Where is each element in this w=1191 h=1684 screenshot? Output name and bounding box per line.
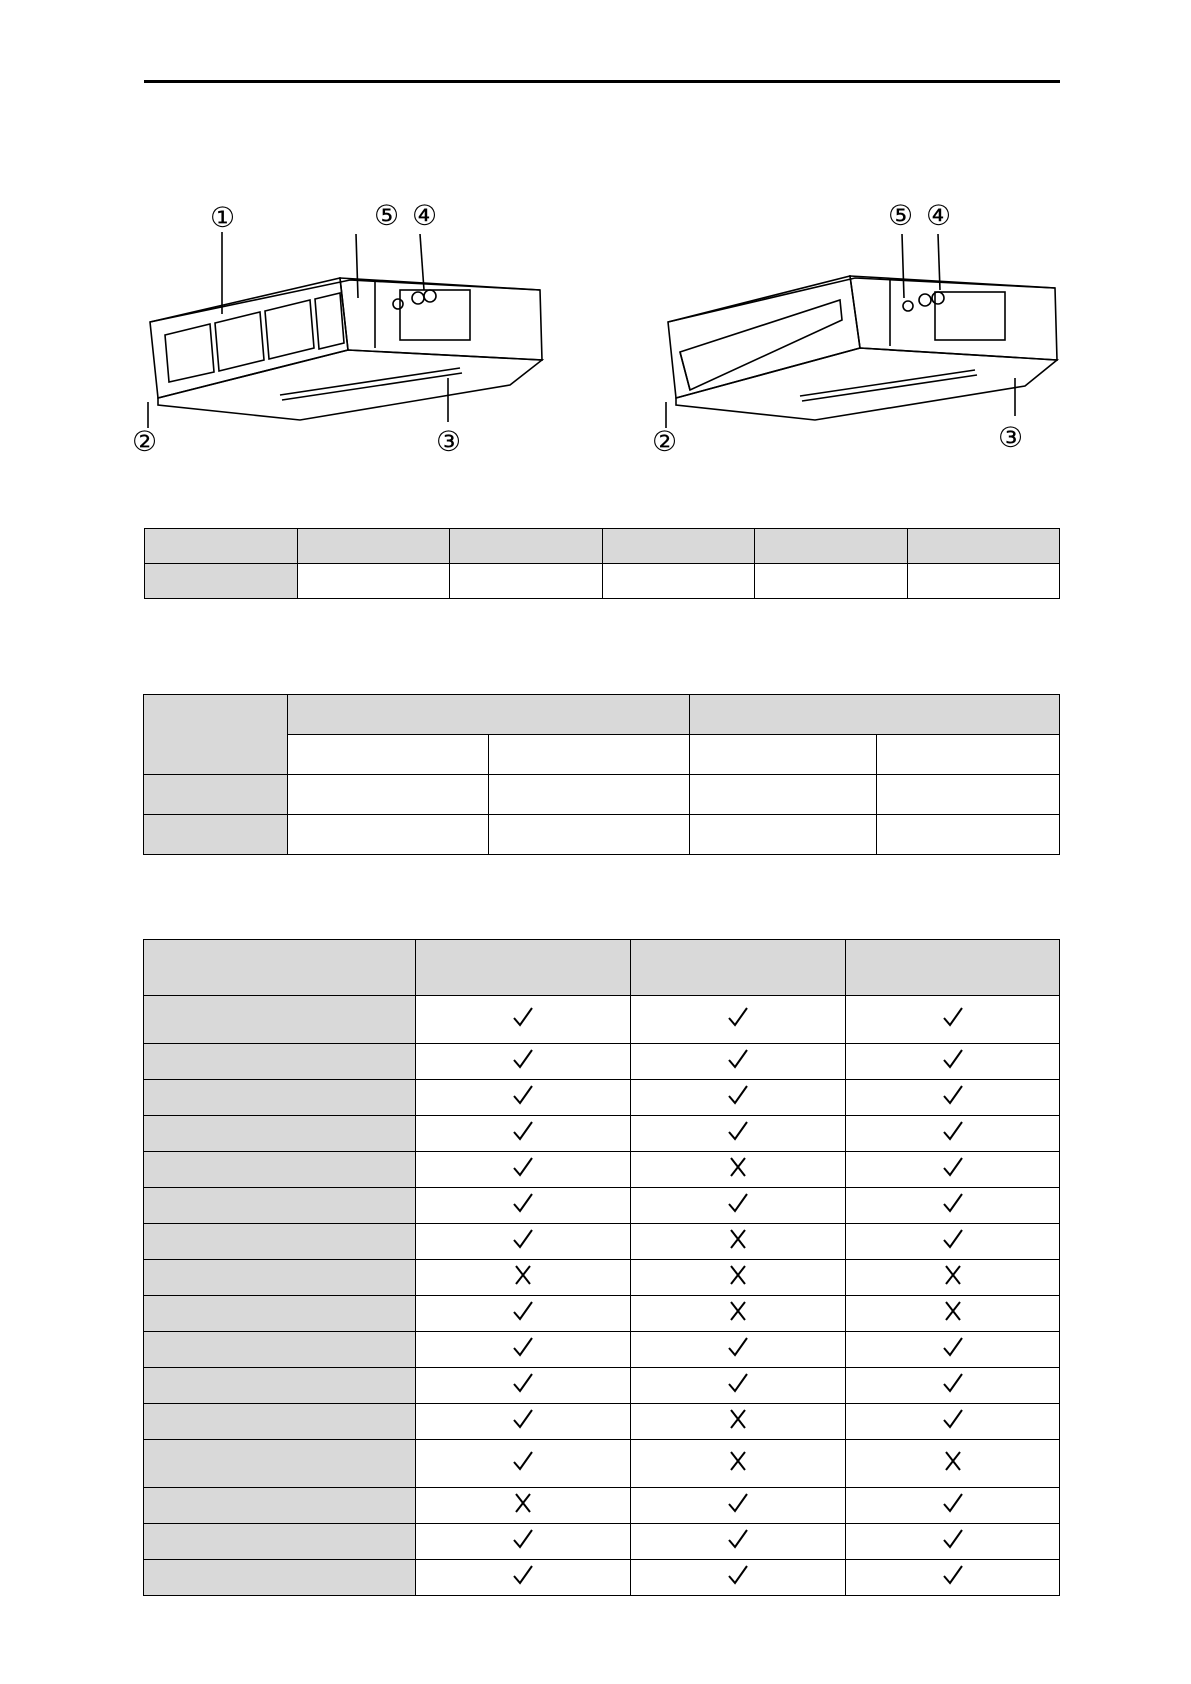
check-icon: [511, 1119, 535, 1143]
cross-icon: [726, 1155, 750, 1179]
row-label: [144, 1440, 416, 1488]
check-icon: [726, 1527, 750, 1551]
unit-diagram-filter: [130, 199, 580, 495]
mark-cell: [416, 1296, 631, 1332]
callout-4: ④: [926, 199, 952, 232]
mark-cell: [416, 1524, 631, 1560]
table-cell: [450, 564, 602, 599]
table-row: [145, 529, 1060, 564]
row-label: [144, 1152, 416, 1188]
cross-icon: [941, 1449, 965, 1473]
mark-cell: [631, 996, 846, 1044]
mark-cell: [631, 1116, 846, 1152]
table-row: [144, 1404, 1060, 1440]
feature-table: [143, 939, 1060, 1596]
check-icon: [511, 1527, 535, 1551]
table-row: [144, 1296, 1060, 1332]
mark-cell: [416, 1116, 631, 1152]
table-cell: [755, 529, 907, 564]
column-header: [416, 940, 631, 996]
row-label: [144, 1524, 416, 1560]
callout-5: ⑤: [374, 199, 400, 232]
mark-cell: [416, 1260, 631, 1296]
row-label: [144, 1044, 416, 1080]
check-icon: [511, 1227, 535, 1251]
check-icon: [726, 1335, 750, 1359]
table-cell: [602, 529, 754, 564]
table-cell: [690, 815, 877, 855]
table-cell: [907, 529, 1059, 564]
mark-cell: [846, 1116, 1060, 1152]
subheader: [877, 735, 1060, 775]
mark-cell: [846, 1488, 1060, 1524]
mark-cell: [846, 1296, 1060, 1332]
table-row: [144, 775, 1060, 815]
check-icon: [511, 1407, 535, 1431]
mark-cell: [631, 1296, 846, 1332]
cross-icon: [511, 1263, 535, 1287]
cross-icon: [941, 1263, 965, 1287]
table-row: [144, 695, 1060, 735]
mark-cell: [631, 1440, 846, 1488]
mark-cell: [846, 1080, 1060, 1116]
check-icon: [941, 1047, 965, 1071]
check-icon: [941, 1407, 965, 1431]
table-cell: [288, 815, 489, 855]
table-row: [144, 1080, 1060, 1116]
table-row: [144, 1524, 1060, 1560]
parts-table: [144, 528, 1060, 599]
unit-diagram-open: [650, 199, 1080, 495]
check-icon: [726, 1563, 750, 1587]
check-icon: [726, 1371, 750, 1395]
check-icon: [511, 1449, 535, 1473]
mark-cell: [631, 1224, 846, 1260]
mark-cell: [846, 1440, 1060, 1488]
column-header: [846, 940, 1060, 996]
table-cell: [877, 775, 1060, 815]
mark-cell: [416, 996, 631, 1044]
table-row: [144, 1368, 1060, 1404]
check-icon: [941, 1119, 965, 1143]
mark-cell: [631, 1560, 846, 1596]
cross-icon: [726, 1263, 750, 1287]
mark-cell: [416, 1332, 631, 1368]
column-header: [144, 940, 416, 996]
cross-icon: [511, 1491, 535, 1515]
header-group: [690, 695, 1060, 735]
callout-4: ④: [412, 199, 438, 232]
table-row: [144, 1332, 1060, 1368]
mark-cell: [416, 1080, 631, 1116]
row-label: [144, 1260, 416, 1296]
row-label: [144, 1224, 416, 1260]
check-icon: [941, 1335, 965, 1359]
check-icon: [511, 1047, 535, 1071]
mark-cell: [846, 1368, 1060, 1404]
mark-cell: [631, 1332, 846, 1368]
mark-cell: [416, 1560, 631, 1596]
mark-cell: [631, 1152, 846, 1188]
mark-cell: [846, 1560, 1060, 1596]
callout-2: ②: [132, 425, 158, 458]
callout-1: ①: [210, 201, 236, 234]
mark-cell: [846, 996, 1060, 1044]
check-icon: [941, 1527, 965, 1551]
mark-cell: [631, 1260, 846, 1296]
table-cell: [298, 529, 450, 564]
table-cell: [877, 815, 1060, 855]
check-icon: [941, 1155, 965, 1179]
table-row: [144, 1488, 1060, 1524]
table-cell: [489, 775, 690, 815]
table-row: [145, 564, 1060, 599]
row-label: [144, 775, 288, 815]
table-cell: [690, 775, 877, 815]
row-label: [144, 1404, 416, 1440]
column-header: [631, 940, 846, 996]
table-cell: [298, 564, 450, 599]
unit-line-drawing: [130, 210, 580, 495]
subheader: [489, 735, 690, 775]
table-row: [144, 1188, 1060, 1224]
mark-cell: [846, 1524, 1060, 1560]
mark-cell: [416, 1224, 631, 1260]
check-icon: [941, 1227, 965, 1251]
callout-3: ③: [436, 425, 462, 458]
check-icon: [941, 1083, 965, 1107]
callout-5: ⑤: [888, 199, 914, 232]
table-cell: [288, 775, 489, 815]
check-icon: [511, 1083, 535, 1107]
row-label: [144, 1368, 416, 1404]
table-corner-cell: [144, 695, 288, 775]
check-icon: [511, 1155, 535, 1179]
check-icon: [941, 1563, 965, 1587]
top-rule: [144, 80, 1060, 83]
table-row: [144, 815, 1060, 855]
check-icon: [511, 1335, 535, 1359]
cross-icon: [726, 1407, 750, 1431]
table-row: [144, 1224, 1060, 1260]
mark-cell: [631, 1524, 846, 1560]
check-icon: [726, 1005, 750, 1029]
table-row: [144, 996, 1060, 1044]
check-icon: [511, 1191, 535, 1215]
row-label: [144, 815, 288, 855]
check-icon: [941, 1005, 965, 1029]
table-row: [144, 1440, 1060, 1488]
table-row: [144, 1152, 1060, 1188]
check-icon: [511, 1371, 535, 1395]
subheader: [288, 735, 489, 775]
check-icon: [511, 1299, 535, 1323]
cross-icon: [726, 1299, 750, 1323]
mark-cell: [631, 1080, 846, 1116]
mark-cell: [416, 1044, 631, 1080]
mark-cell: [846, 1044, 1060, 1080]
mark-cell: [416, 1152, 631, 1188]
callout-3: ③: [998, 421, 1024, 454]
row-label: [144, 1188, 416, 1224]
table-cell: [145, 529, 298, 564]
check-icon: [941, 1371, 965, 1395]
row-label: [144, 1488, 416, 1524]
mark-cell: [846, 1404, 1060, 1440]
table-cell: [602, 564, 754, 599]
table-cell: [450, 529, 602, 564]
mark-cell: [416, 1440, 631, 1488]
mark-cell: [416, 1404, 631, 1440]
subheader: [690, 735, 877, 775]
row-label: [144, 1560, 416, 1596]
check-icon: [941, 1491, 965, 1515]
mark-cell: [846, 1260, 1060, 1296]
mark-cell: [416, 1488, 631, 1524]
row-label: [144, 1116, 416, 1152]
mark-cell: [846, 1152, 1060, 1188]
mark-cell: [416, 1368, 631, 1404]
check-icon: [726, 1191, 750, 1215]
cross-icon: [726, 1449, 750, 1473]
cross-icon: [941, 1299, 965, 1323]
callout-2: ②: [652, 425, 678, 458]
spec-table: [143, 694, 1060, 855]
check-icon: [726, 1083, 750, 1107]
table-header-row: [144, 940, 1060, 996]
table-cell: [755, 564, 907, 599]
mark-cell: [846, 1332, 1060, 1368]
mark-cell: [631, 1188, 846, 1224]
check-icon: [511, 1563, 535, 1587]
row-label: [144, 1080, 416, 1116]
mark-cell: [631, 1368, 846, 1404]
header-group: [288, 695, 690, 735]
row-label: [144, 1296, 416, 1332]
check-icon: [726, 1119, 750, 1143]
check-icon: [726, 1047, 750, 1071]
check-icon: [941, 1191, 965, 1215]
table-cell: [489, 815, 690, 855]
mark-cell: [846, 1188, 1060, 1224]
table-cell: [907, 564, 1059, 599]
cross-icon: [726, 1227, 750, 1251]
row-label: [144, 996, 416, 1044]
table-row: [144, 1044, 1060, 1080]
table-row: [144, 1116, 1060, 1152]
feature-body: [144, 996, 1060, 1596]
mark-cell: [416, 1188, 631, 1224]
table-row: [144, 1260, 1060, 1296]
mark-cell: [631, 1404, 846, 1440]
table-row: [144, 1560, 1060, 1596]
mark-cell: [846, 1224, 1060, 1260]
check-icon: [511, 1005, 535, 1029]
check-icon: [726, 1491, 750, 1515]
row-label: [144, 1332, 416, 1368]
table-cell: [145, 564, 298, 599]
mark-cell: [631, 1488, 846, 1524]
mark-cell: [631, 1044, 846, 1080]
